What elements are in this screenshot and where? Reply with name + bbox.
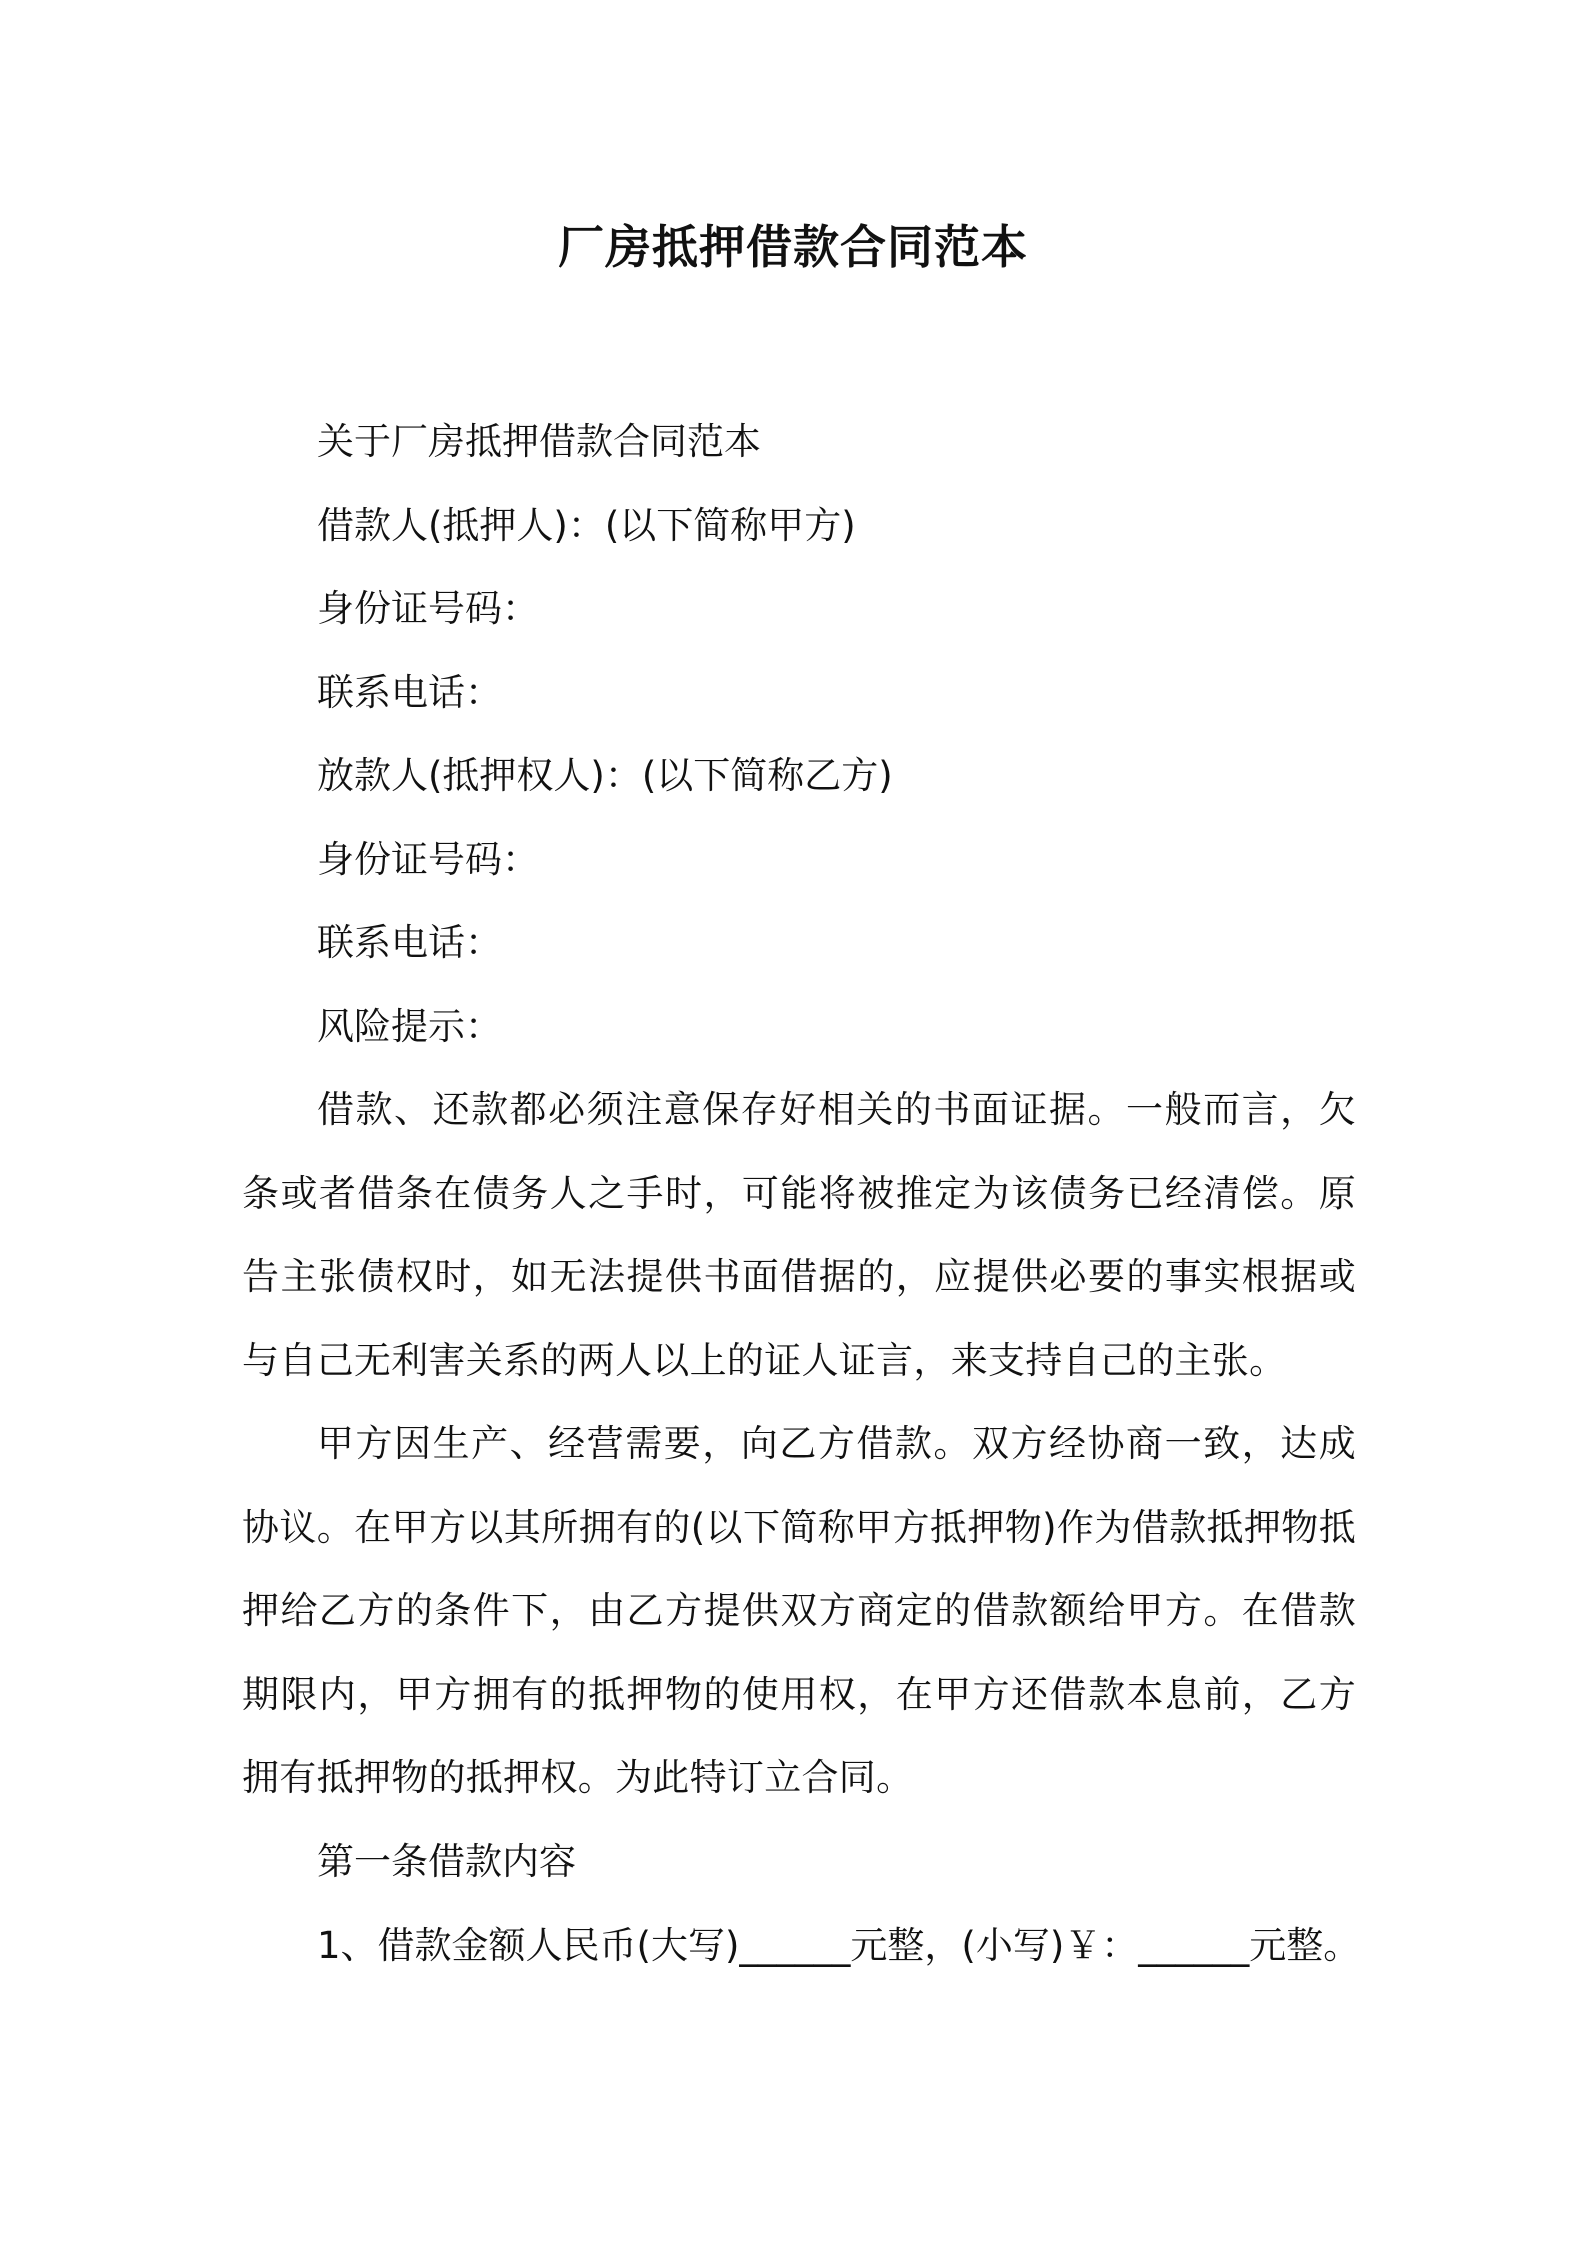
borrower-phone-line: 联系电话： <box>317 670 502 714</box>
risk-heading: 风险提示： <box>317 1004 502 1048</box>
borrower-id-line: 身份证号码： <box>317 587 539 630</box>
lender-id-line: 身份证号码： <box>317 837 539 881</box>
lender-line: 放款人(抵押权人)：(以下简称乙方) <box>317 754 893 797</box>
article1-item1: 1、借款金额人民币(大写)______元整，(小写)￥：______元整。 <box>317 1923 1361 1967</box>
document-body <box>242 400 1361 1987</box>
lender-phone-line: 联系电话： <box>317 921 502 964</box>
borrower-line: 借款人(抵押人)：(以下简称甲方) <box>317 503 856 547</box>
agreement-paragraph: 甲方因生产、经营需要，向乙方借款。双方经协商一致，达成协议。在甲方以其所拥有的(以下简称甲方抵押物)作为借款抵押物抵押给乙方的条件下，由乙方提供双方商定的借款额给甲方。在借款期限内，甲方拥有的抵押物的使用权，在甲方还借款本息前，乙方拥有抵押物的抵押权。为此特订立合同。 <box>242 1422 1356 1799</box>
risk-paragraph: 借款、还款都必须注意保存好相关的书面证据。一般而言，欠条或者借条在债务人之手时，可能将被推定为该债务已经清偿。原告主张债权时，如无法提供书面借据的，应提供必要的事实根据或与自己无利害关系的两人以上的证人证言，来支持自己的主张。 <box>242 1088 1356 1382</box>
article1-heading: 第一条借款内容 <box>317 1840 576 1883</box>
intro-line: 关于厂房抵押借款合同范本 <box>317 420 761 463</box>
document-title: 厂房抵押借款合同范本 <box>558 220 1028 274</box>
